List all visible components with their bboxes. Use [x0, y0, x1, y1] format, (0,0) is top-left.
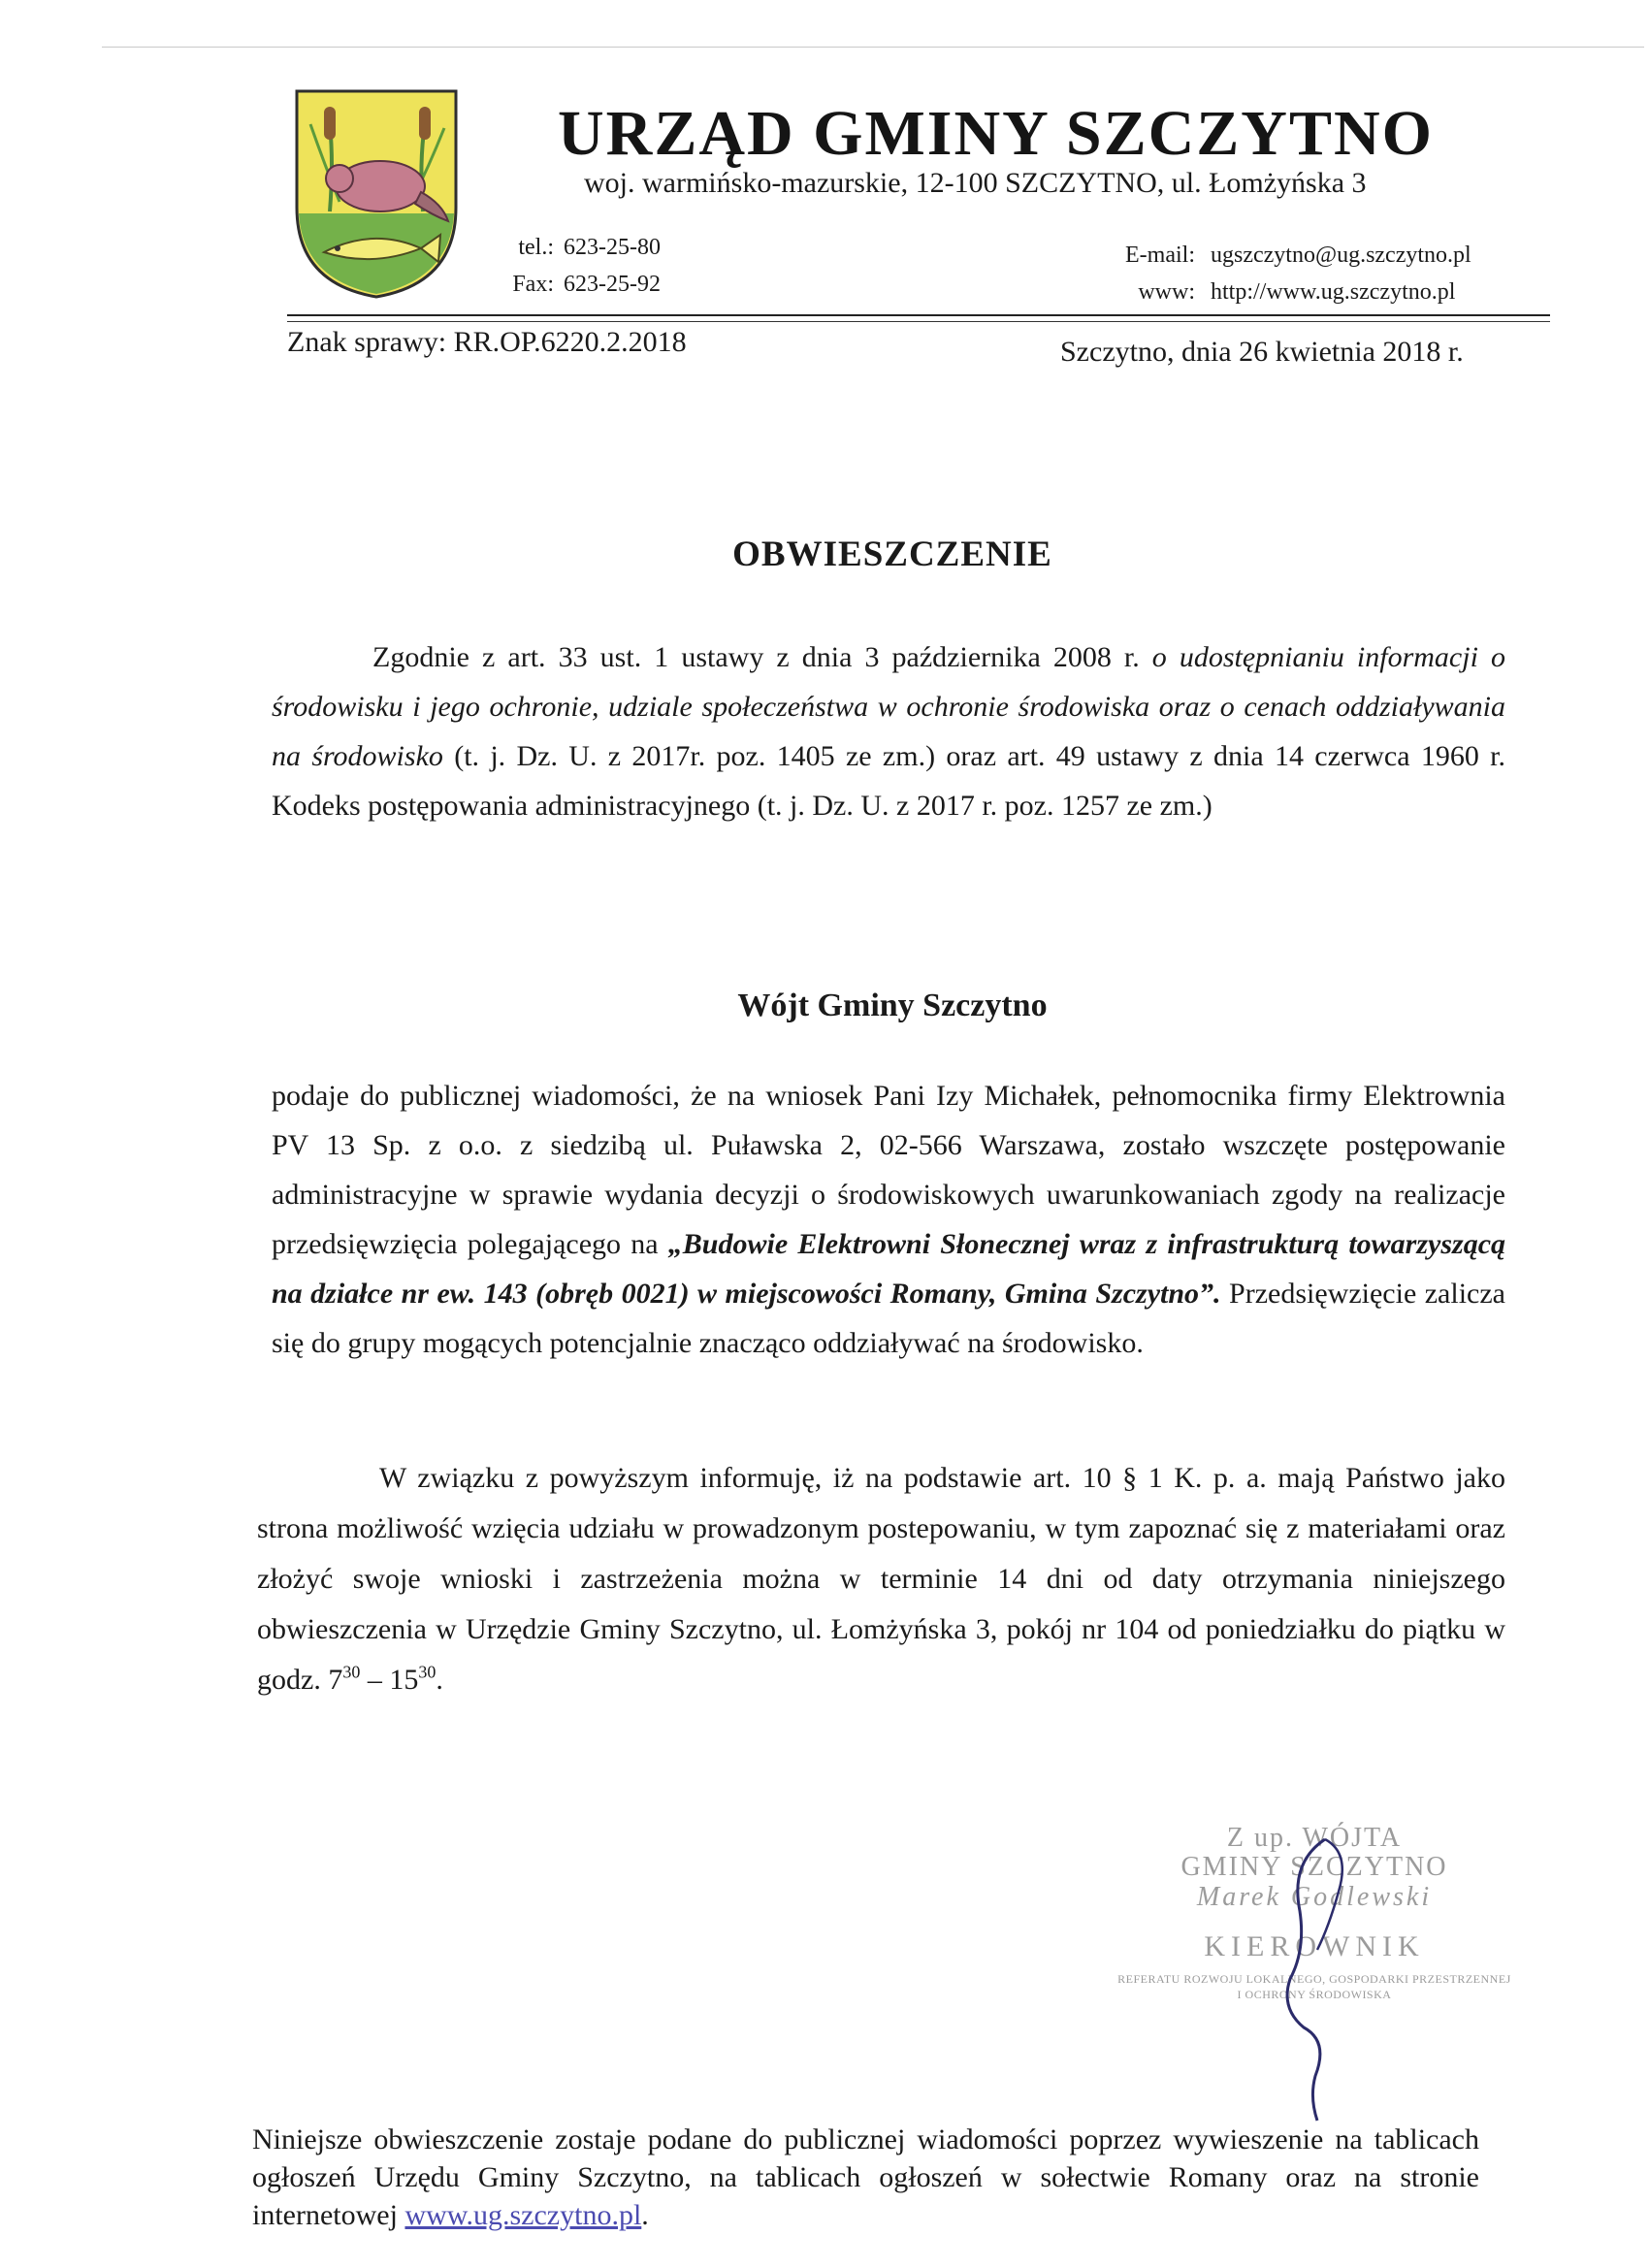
header-rule-thin: [287, 321, 1550, 322]
www-value: http://www.ug.szczytno.pl: [1211, 279, 1456, 305]
participation-paragraph: [257, 1453, 1505, 1705]
hours-separator: –: [360, 1664, 390, 1696]
project-name: „Budowie Elektrowni Słonecznej wraz z infrastrukturą towarzyszącą na działce nr ew. 143 (obręb 0021) w miejscowości Romany, Gmina Szczytno”.: [272, 1228, 1506, 1310]
online-contacts: [1116, 237, 1471, 310]
stamp-line-2: GMINY SZCZYTNO: [1180, 1852, 1448, 1882]
notice-title: OBWIESZCZENIE: [732, 535, 1052, 574]
office-address: woj. warmińsko-mazurskie, 12-100 SZCZYTNO, ul. Łomżyńska 3: [584, 167, 1367, 199]
announcement-end: Przedsięwzięcie zalicza się do grupy mogących potencjalnie znacząco oddziaływać na środowisko.: [272, 1278, 1505, 1359]
stamp-line-4: KIEROWNIK: [1204, 1930, 1425, 1962]
header-rule: [287, 314, 1550, 316]
tel-value: 623-25-80: [564, 235, 661, 260]
hours-to-minutes: 30: [418, 1662, 436, 1682]
scan-edge-line: [102, 47, 1644, 48]
coat-of-arms-beaver-fish-icon: [291, 85, 462, 301]
legal-basis-start: Zgodnie z art. 33 ust. 1 ustawy z dnia 3 października 2008 r.: [372, 641, 1152, 673]
office-name: URZĄD GMINY SZCZYTNO: [558, 98, 1434, 169]
tel-label: tel.:: [518, 235, 554, 260]
place-date: Szczytno, dnia 26 kwietnia 2018 r.: [1060, 336, 1464, 368]
stamp-line-1: Z up. WÓJTA: [1226, 1823, 1403, 1853]
fax-value: 623-25-92: [564, 272, 661, 297]
stamp-line-3: Marek Godlewski: [1196, 1882, 1433, 1912]
footer-end: .: [641, 2199, 649, 2231]
hours-end: .: [436, 1664, 443, 1696]
stamp-line-5: REFERATU ROZWOJU LOKALNEGO, GOSPODARKI PRZESTRZENNEJ: [1117, 1972, 1511, 1986]
website-link[interactable]: www.ug.szczytno.pl: [404, 2199, 642, 2231]
legal-basis-end: (t. j. Dz. U. z 2017r. poz. 1405 ze zm.) oraz art. 49 ustawy z dnia 14 czerwca 1960 r. Kodeks postępowania administracyjnego (t. j. Dz. U. z 2017 r. poz. 1257 ze zm.): [272, 740, 1505, 822]
authority-heading: Wójt Gminy Szczytno: [737, 988, 1048, 1023]
www-label: www:: [1138, 279, 1195, 305]
act-title: o udostępnianiu informacji o środowisku i jego ochronie, udziale społeczeństwa w ochronie środowiska oraz o cenach oddziaływania na środowisko: [272, 641, 1505, 772]
email-value: ugszczytno@ug.szczytno.pl: [1211, 243, 1471, 268]
fax-label: Fax:: [512, 272, 554, 297]
phone-contacts: [490, 229, 661, 303]
hours-to-hour: 15: [389, 1664, 419, 1696]
footer-text: Niniejsze obwieszczenie zostaje podane do publicznej wiadomości poprzez wywieszenie na tablicach ogłoszeń Urzędu Gminy Szczytno, na tablicach ogłoszeń w sołectwie Romany oraz na stronie internetowej: [252, 2123, 1479, 2231]
email-label: E-mail:: [1125, 243, 1195, 268]
signature-icon: [1261, 1833, 1377, 2124]
case-number: Znak sprawy: RR.OP.6220.2.2018: [287, 326, 687, 358]
participation-text: W związku z powyższym informuję, iż na podstawie art. 10 § 1 K. p. a. mają Państwo jako strona możliwość wzięcia udziału w prowadzonym postepowaniu, w tym zapoznać się z materiałami oraz złożyć swoje wnioski i zastrzeżenia można w terminie 14 dni od daty otrzymania niniejszego obwieszczenia w Urzędzie Gminy Szczytno, ul. Łomżyńska 3, pokój nr 104 od poniedziałku do piątku w godz.: [257, 1462, 1505, 1696]
announcement-paragraph: [272, 1071, 1505, 1368]
footer-paragraph: [252, 2121, 1479, 2234]
announcement-start: podaje do publicznej wiadomości, że na wniosek Pani Izy Michałek, pełnomocnika firmy Elektrownia PV 13 Sp. z o.o. z siedzibą ul. Puławska 2, 02-566 Warszawa, zostało wszczęte postępowanie administracyjne w sprawie wydania decyzji o środowiskowych uwarunkowaniach zgody na realizacje przedsięwzięcia polegającego na: [272, 1080, 1505, 1260]
legal-basis-paragraph: [272, 632, 1505, 830]
hours-from-minutes: 30: [342, 1662, 361, 1682]
hours-from-hour: 7: [328, 1664, 343, 1696]
stamp-line-6: I OCHRONY ŚRODOWISKA: [1237, 1988, 1392, 2001]
